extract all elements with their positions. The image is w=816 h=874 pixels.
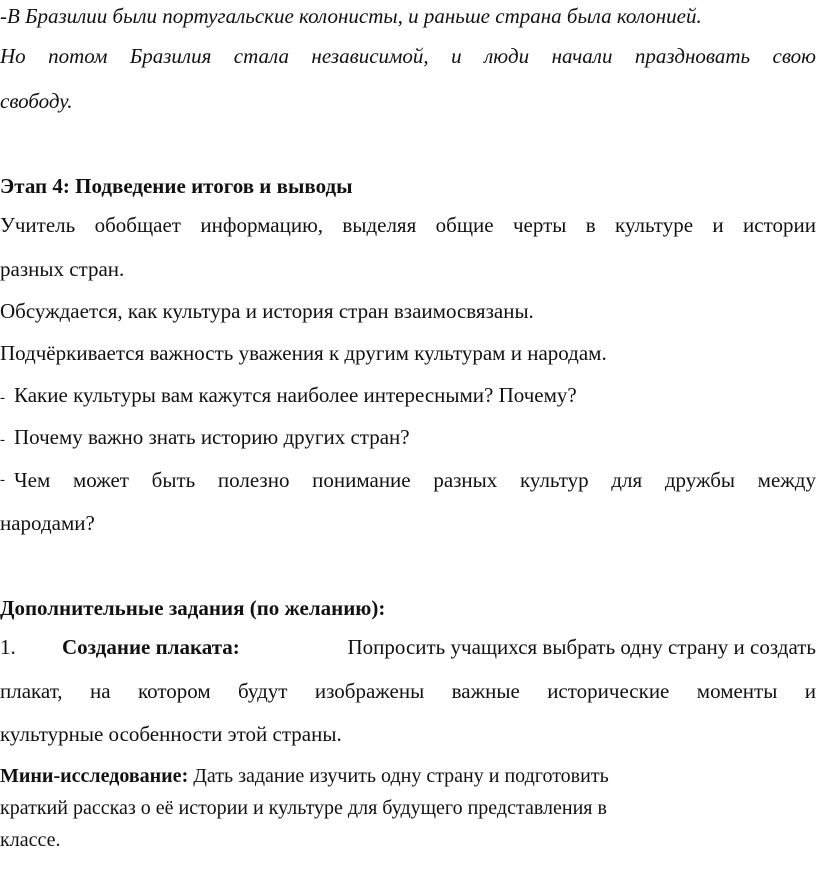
question-dash: -: [0, 432, 5, 448]
question-dash: -: [0, 390, 5, 406]
task-1-number: 1.: [0, 635, 16, 659]
extra-tasks-heading: Дополнительные задания (по желанию):: [0, 596, 386, 620]
task-2-line-3: классе.: [0, 829, 61, 851]
task-2: [0, 762, 816, 790]
task-1-title: Создание плаката:: [62, 635, 240, 659]
question-2: [0, 423, 816, 454]
respect-line: Подчёркивается важность уважения к другим культурам и народам.: [0, 341, 607, 365]
task-1-line-2: плакат, на котором будут изображены важные исторические моменты и: [0, 679, 816, 703]
stage-4-heading: Этап 4: Подведение итогов и выводы: [0, 174, 353, 198]
task-2-text: Дать задание изучить одну страну и подготовить: [193, 765, 609, 787]
summary-line-2: разных стран.: [0, 257, 125, 281]
task-1: [0, 633, 816, 661]
question-3-continued: народами?: [0, 511, 95, 535]
question-dash: -: [0, 472, 5, 488]
brazil-line-1: -В Бразилии были португальские колонисты, и раньше страна была колонией.: [0, 4, 702, 28]
discussion-line: Обсуждается, как культура и история стран взаимосвязаны.: [0, 299, 534, 323]
task-1-line-3: культурные особенности этой страны.: [0, 722, 342, 746]
question-1-text: Какие культуры вам кажутся наиболее интересными? Почему?: [14, 383, 577, 407]
task-2-title: Мини-исследование:: [0, 765, 189, 787]
question-3-text: Чем может быть полезно понимание разных культур для дружбы между: [14, 468, 816, 492]
question-2-text: Почему важно знать историю других стран?: [14, 425, 410, 449]
task-2-line-2: краткий рассказ о её истории и культуре для будущего представления в: [0, 797, 607, 819]
question-1: [0, 381, 816, 412]
summary-line-1: Учитель обобщает информацию, выделяя общие черты в культуре и истории: [0, 213, 816, 237]
brazil-line-3: свободу.: [0, 89, 73, 113]
task-1-text: Попросить учащихся выбрать одну страну и создать: [347, 635, 816, 659]
brazil-line-2: Но потом Бразилия стала независимой, и люди начали праздновать свою: [0, 44, 816, 68]
question-3: [0, 466, 816, 494]
